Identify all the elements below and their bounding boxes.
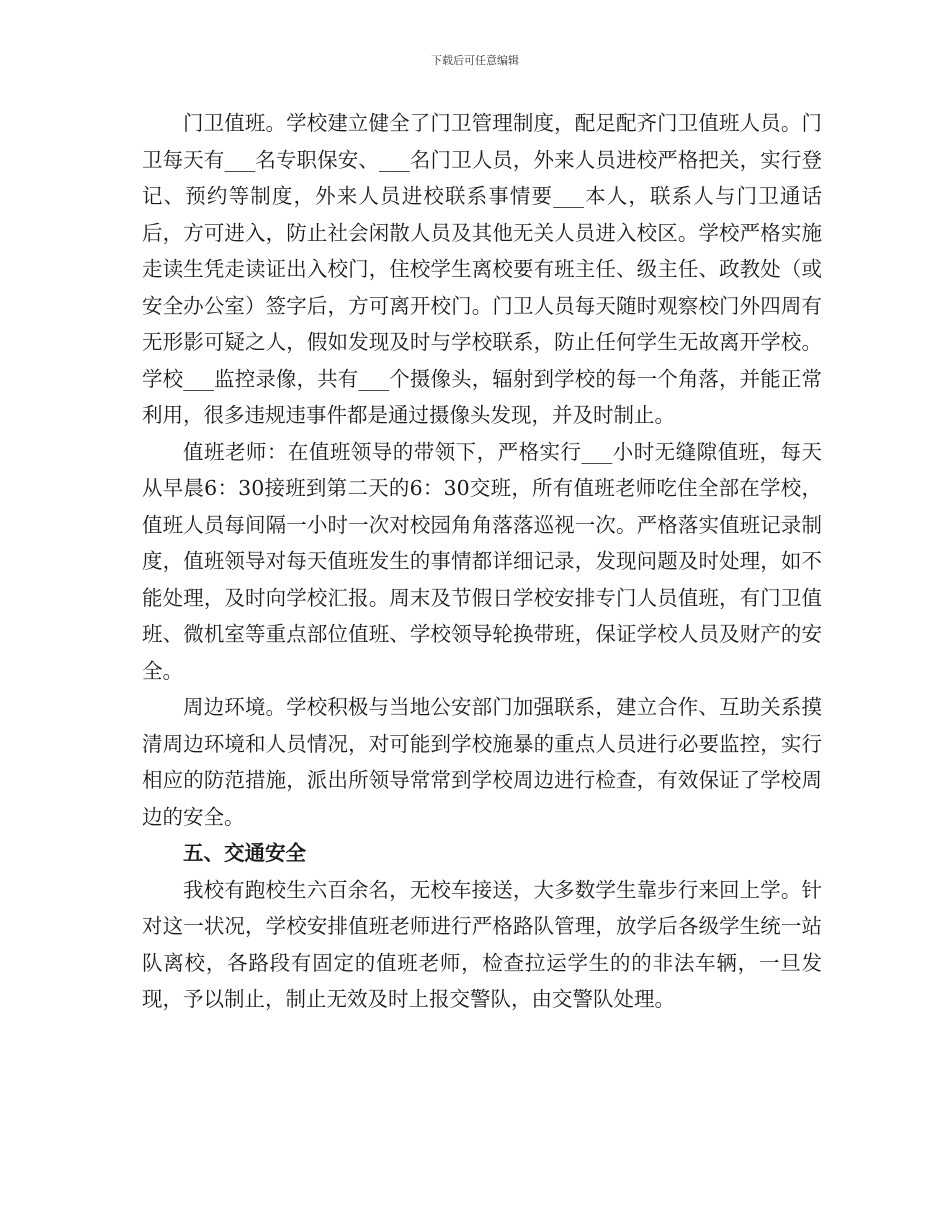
- paragraph-gate-duty: 门卫值班。学校建立健全了门卫管理制度，配足配齐门卫值班人员。门卫每天有___名专职保安、___名门卫人员，外来人员进校严格把关，实行登记、预约等制度，外来人员进校联系事情要___本人，联系人与门卫通话后，方可进入，防止社会闲散人员及其他无关人员进入校区。学校严格实施走读生凭走读证出入校门，住校学生离校要有班主任、级主任、政教处（或安全办公室）签字后，方可离开校门。门卫人员每天随时观察校门外四周有无形影可疑之人，假如发现及时与学校联系，防止任何学生无故离开学校。学校___监控录像，共有___个摄像头，辐射到学校的每一个角落，并能正常利用，很多违规违事件都是通过摄像头发现，并及时制止。: [142, 111, 822, 427]
- paragraph-duty-teacher: 值班老师：在值班领导的带领下，严格实行___小时无缝隙值班，每天从早晨6：30接班到第二天的6：30交班，所有值班老师吃住全部在学校，值班人员每间隔一小时一次对校园角角落落巡视一次。严格落实值班记录制度，值班领导对每天值班发生的事情都详细记录，发现问题及时处理，如不能处理，及时向学校汇报。周末及节假日学校安排专门人员值班，有门卫值班、微机室等重点部位值班、学校领导轮换带班，保证学校人员及财产的安全。: [142, 439, 822, 683]
- document-body: [142, 105, 822, 1018]
- page-header: 下载后可任意编辑: [431, 54, 519, 67]
- paragraph-surroundings: 周边环境。学校积极与当地公安部门加强联系，建立合作、互助关系摸清周边环境和人员情况，对可能到学校施暴的重点人员进行必要监控，实行相应的防范措施，派出所领导常常到学校周边进行检查，有效保证了学校周边的安全。: [142, 695, 822, 829]
- paragraph-traffic: 我校有跑校生六百余名，无校车接送，大多数学生靠步行来回上学。针对这一状况，学校安排值班老师进行严格路队管理，放学后各级学生统一站队离校，各路段有固定的值班老师，检查拉运学生的的非法车辆，一旦发现，予以制止，制止无效及时上报交警队，由交警队处理。: [142, 877, 822, 1011]
- section-heading-traffic-safety: 五、交通安全: [183, 841, 306, 865]
